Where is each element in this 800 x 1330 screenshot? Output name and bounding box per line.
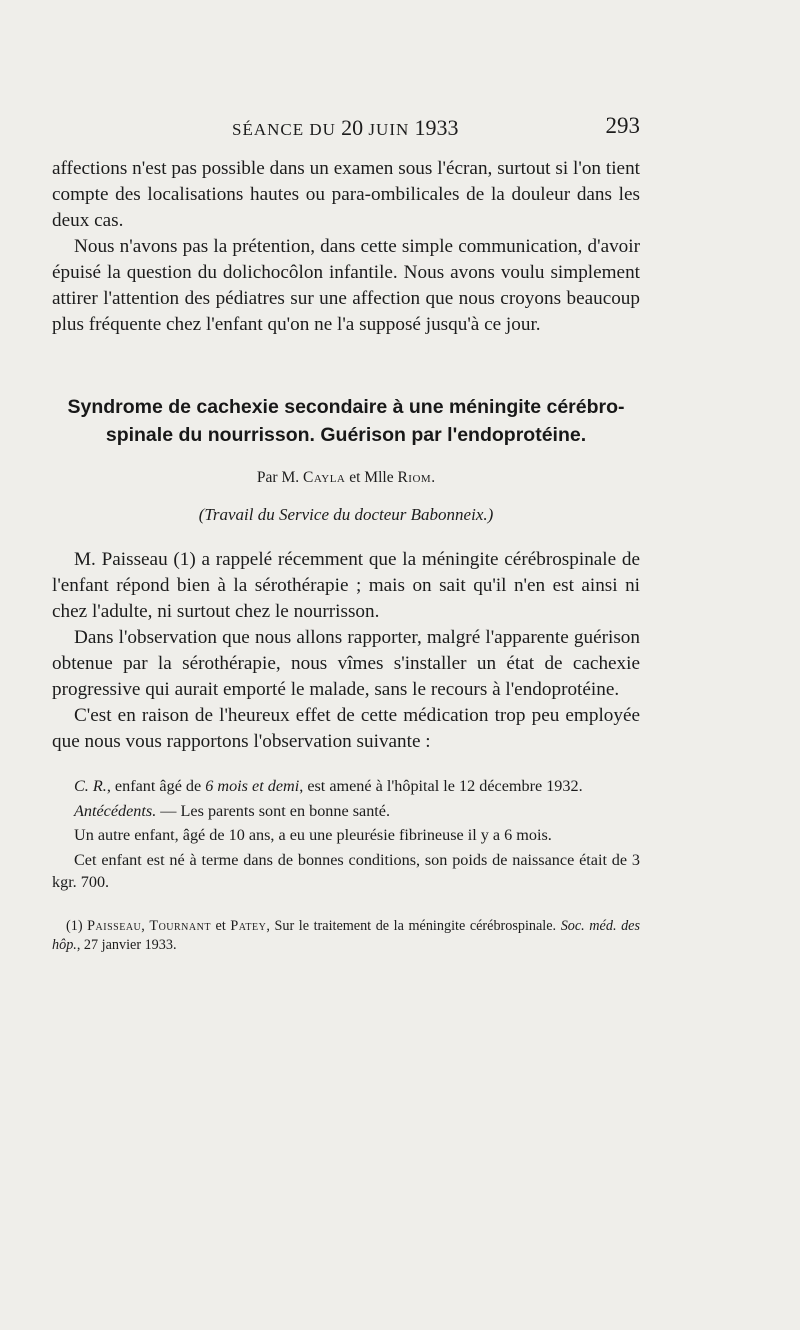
text-run: — Les parents sont en bonne santé.: [156, 801, 391, 820]
observation-paragraph: [52, 800, 640, 823]
patient-initials: C. R.: [74, 777, 107, 795]
previous-article-ending: [52, 156, 640, 338]
running-head: [232, 115, 459, 141]
paragraph: affections n'est pas possible dans un examen sous l'écran, surtout si l'on tient compte des localisations hautes ou para-ombilicales de la douleur dans les deux cas.: [52, 158, 640, 231]
footnote-marker: (1): [66, 917, 88, 934]
observation-paragraph: Cet enfant est né à terme dans de bonnes conditions, son poids de naissance était de 3 kgr. 700.: [52, 850, 640, 891]
text-run: , 27 janvier 1933.: [76, 936, 177, 953]
article-affiliation: (Travail du Service du docteur Babonneix.): [198, 505, 494, 524]
running-head-prefix: SÉANCE DU: [232, 120, 342, 139]
text-run: , enfant âgé de: [106, 777, 206, 795]
footnote: [52, 917, 640, 955]
text-run: , est amené à l'hôpital le 12 décembre 1932.: [299, 777, 583, 795]
observation-paragraph: Un autre enfant, âgé de 10 ans, a eu une pleurésie fibrineuse il y a 6 mois.: [74, 826, 552, 844]
page-header: [52, 115, 640, 145]
patient-age: 6 mois et demi: [205, 777, 300, 795]
article-body: [52, 547, 640, 755]
footnote-journal: Soc. méd. des hôp.: [52, 917, 640, 953]
running-head-month: JUIN: [363, 120, 415, 139]
article-title: [52, 393, 640, 449]
article-authors: [52, 469, 640, 487]
authors-connector: et Mlle: [345, 469, 398, 486]
authors-prefix: Par M.: [256, 469, 303, 486]
observation: [52, 775, 640, 894]
authors-suffix: .: [431, 469, 436, 486]
footnote-text: [52, 917, 640, 955]
paragraph: C'est en raison de l'heureux effet de cette médication trop peu employée que nous vous rapportons l'observation suivante :: [52, 705, 640, 752]
page-number: 293: [605, 113, 640, 138]
footnote-author: Patey: [230, 917, 267, 934]
observation-paragraph: [52, 775, 640, 798]
author-name: Cayla: [302, 469, 346, 486]
footnote-author: Paisseau: [87, 917, 142, 934]
text-run: et: [210, 917, 231, 934]
section-label: Antécédents.: [74, 801, 157, 820]
article-title-line: Syndrome de cachexie secondaire à une méningite cérébro-: [67, 396, 625, 418]
running-head-day: 20: [341, 115, 364, 140]
paragraph: M. Paisseau (1) a rappelé récemment que la méningite cérébrospinale de l'enfant répond bien à la sérothérapie ; mais on sait qu'il n'en est ainsi ni chez l'adulte, ni surtout chez le nourrisson.: [52, 549, 640, 622]
paragraph: Dans l'observation que nous allons rapporter, malgré l'apparente guérison obtenue par la sérothérapie, nous vîmes s'installer un état de cachexie progressive qui aurait emporté le malade, sans le recours à l'endoprotéine.: [52, 627, 640, 700]
page-body: [52, 156, 640, 955]
author-name: Riom: [397, 469, 432, 486]
text-run: ,: [141, 917, 150, 934]
running-head-year: 1933: [414, 115, 459, 140]
footnote-author: Tournant: [149, 917, 211, 934]
text-run: , Sur le traitement de la méningite cérébrospinale.: [266, 917, 561, 934]
paragraph: Nous n'avons pas la prétention, dans cette simple communication, d'avoir épuisé la question du dolichocôlon infantile. Nous avons voulu simplement attirer l'attention des pédiatres sur une affection que nous croyons beaucoup plus fréquente chez l'enfant qu'on ne l'a supposé jusqu'à ce jour.: [52, 236, 640, 335]
article-title-line: spinale du nourrisson. Guérison par l'endoprotéine.: [105, 424, 587, 446]
